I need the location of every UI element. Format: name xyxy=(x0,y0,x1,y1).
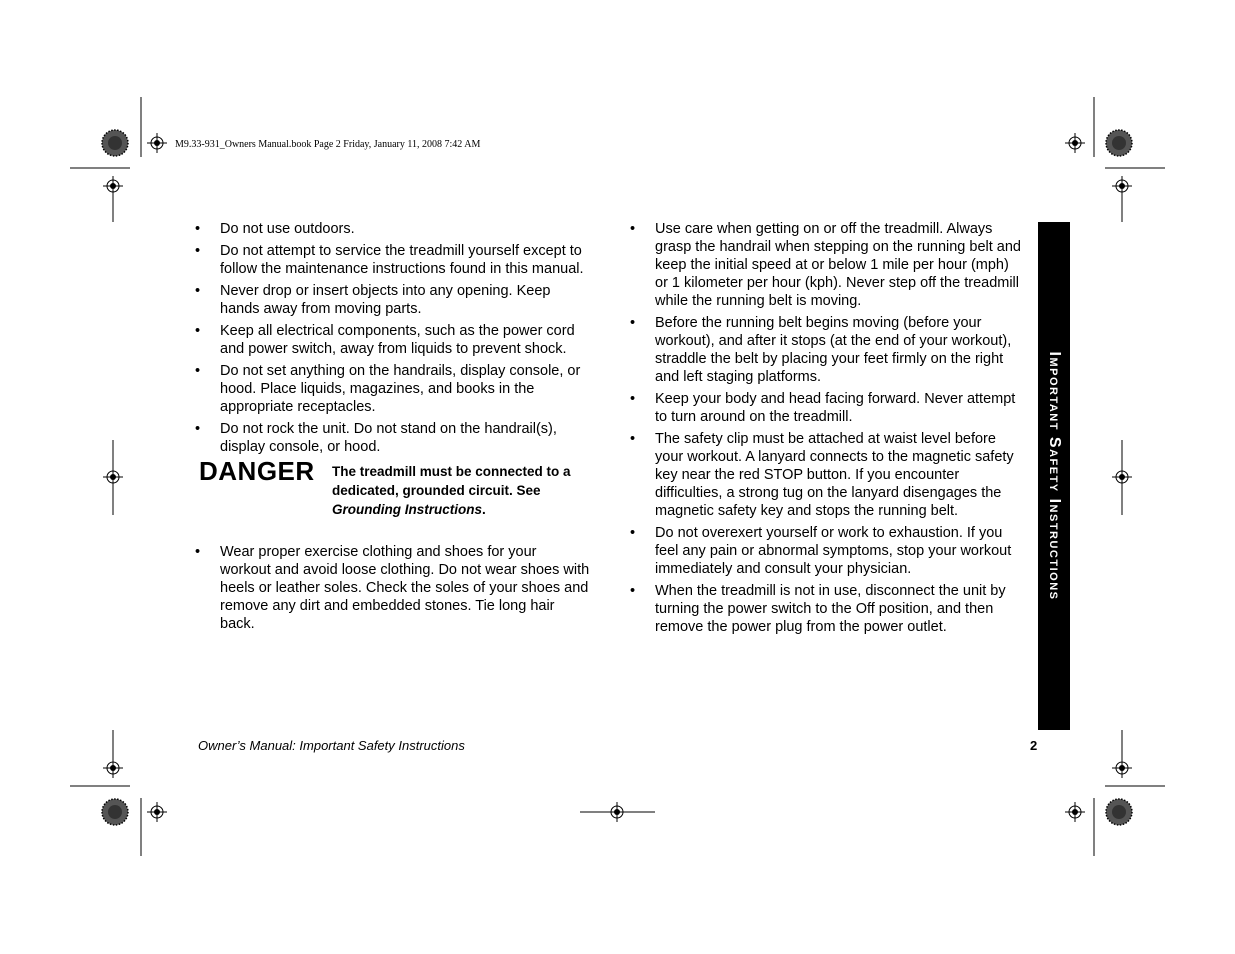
bullet-glyph: • xyxy=(630,431,636,447)
bullet-glyph: • xyxy=(195,283,201,299)
registration-star-icon xyxy=(1106,799,1132,825)
page-number: 2 xyxy=(1030,738,1038,753)
registration-star-icon xyxy=(102,130,128,156)
bullet-list-right xyxy=(630,220,1025,636)
bullet-glyph: • xyxy=(630,315,636,331)
danger-text-reference: Grounding Instructions xyxy=(332,502,482,517)
registration-star-icon xyxy=(1106,130,1132,156)
list-item-text: When the treadmill is not in use, disconnect the unit by turning the power switch to the Off position, and then remove the power plug from the power outlet. xyxy=(655,583,1006,635)
bullet-list-top xyxy=(195,220,590,456)
print-header: M9.33-931_Owners Manual.book Page 2 Friday, January 11, 2008 7:42 AM xyxy=(175,139,481,150)
bullet-glyph: • xyxy=(630,583,636,599)
list-item xyxy=(195,362,590,416)
list-item-text: Never drop or insert objects into any opening. Keep hands away from moving parts. xyxy=(220,283,551,317)
right-column xyxy=(630,220,1025,640)
bullet-glyph: • xyxy=(195,544,201,560)
list-item-text: Do not use outdoors. xyxy=(220,221,355,237)
list-item xyxy=(195,420,590,456)
side-tab-label: Important Safety Instructions xyxy=(1046,351,1063,601)
list-item xyxy=(630,390,1025,426)
list-item xyxy=(630,524,1025,578)
registration-crosshair-icon xyxy=(147,133,167,153)
bullet-glyph: • xyxy=(630,391,636,407)
list-item xyxy=(195,282,590,318)
danger-text-end: . xyxy=(482,502,486,517)
danger-text xyxy=(332,462,592,519)
bullet-glyph: • xyxy=(195,421,201,437)
list-item xyxy=(195,543,590,633)
list-item xyxy=(630,582,1025,636)
left-column xyxy=(195,220,590,637)
list-item-text: Do not rock the unit. Do not stand on the handrail(s), display console, or hood. xyxy=(220,421,557,455)
bullet-glyph: • xyxy=(195,323,201,339)
bullet-glyph: • xyxy=(195,363,201,379)
bullet-glyph: • xyxy=(630,525,636,541)
list-item-text: Wear proper exercise clothing and shoes for your workout and avoid loose clothing. Do not wear shoes with heels or leather soles. Check the soles of your shoes and remove any dirt and embedded stones. Tie long hair back. xyxy=(220,544,590,632)
footer-title: Owner’s Manual: Important Safety Instructions xyxy=(198,738,465,753)
registration-crosshair-icon xyxy=(1065,802,1085,822)
registration-star-icon xyxy=(102,799,128,825)
danger-text-main: The treadmill must be connected to a dedicated, grounded circuit. See xyxy=(332,464,571,498)
list-item xyxy=(630,314,1025,386)
list-item xyxy=(195,322,590,358)
bullet-glyph: • xyxy=(630,221,636,237)
list-item xyxy=(195,220,590,238)
bullet-glyph: • xyxy=(195,221,201,237)
section-side-tab xyxy=(1038,222,1070,730)
list-item-text: Keep your body and head facing forward. Never attempt to turn around on the treadmill. xyxy=(655,391,1016,425)
registration-crosshair-icon xyxy=(147,802,167,822)
danger-label: DANGER xyxy=(199,456,315,486)
list-item-text: Do not overexert yourself or work to exhaustion. If you feel any pain or abnormal symptoms, stop your workout immediately and consult your physician. xyxy=(655,525,1012,577)
list-item-text: Do not set anything on the handrails, display console, or hood. Place liquids, magazines, and books in the appropriate receptacles. xyxy=(220,363,581,415)
list-item xyxy=(630,220,1025,310)
list-item-text: Keep all electrical components, such as the power cord and power switch, away from liquids to prevent shock. xyxy=(220,323,575,357)
list-item xyxy=(630,430,1025,520)
danger-notice xyxy=(195,456,590,537)
registration-crosshair-icon xyxy=(1065,133,1085,153)
list-item xyxy=(195,242,590,278)
bullet-list-bottom xyxy=(195,543,590,633)
list-item-text: Use care when getting on or off the treadmill. Always grasp the handrail when stepping on the running belt and keep the initial speed at or below 1 mile per hour (mph) or 1 kilometer per hour (kph). Never step off the treadmill while the running belt is moving. xyxy=(655,221,1021,309)
bullet-glyph: • xyxy=(195,243,201,259)
list-item-text: The safety clip must be attached at waist level before your workout. A lanyard connects to the magnetic safety key near the red STOP button. If you encounter difficulties, a strong tug on the lanyard disengages the magnetic safety key and stops the running belt. xyxy=(655,431,1014,519)
list-item-text: Before the running belt begins moving (before your workout), and after it stops (at the end of your workout), straddle the belt by placing your feet firmly on the right and left staging platforms. xyxy=(655,315,1012,385)
list-item-text: Do not attempt to service the treadmill yourself except to follow the maintenance instructions found in this manual. xyxy=(220,243,584,277)
